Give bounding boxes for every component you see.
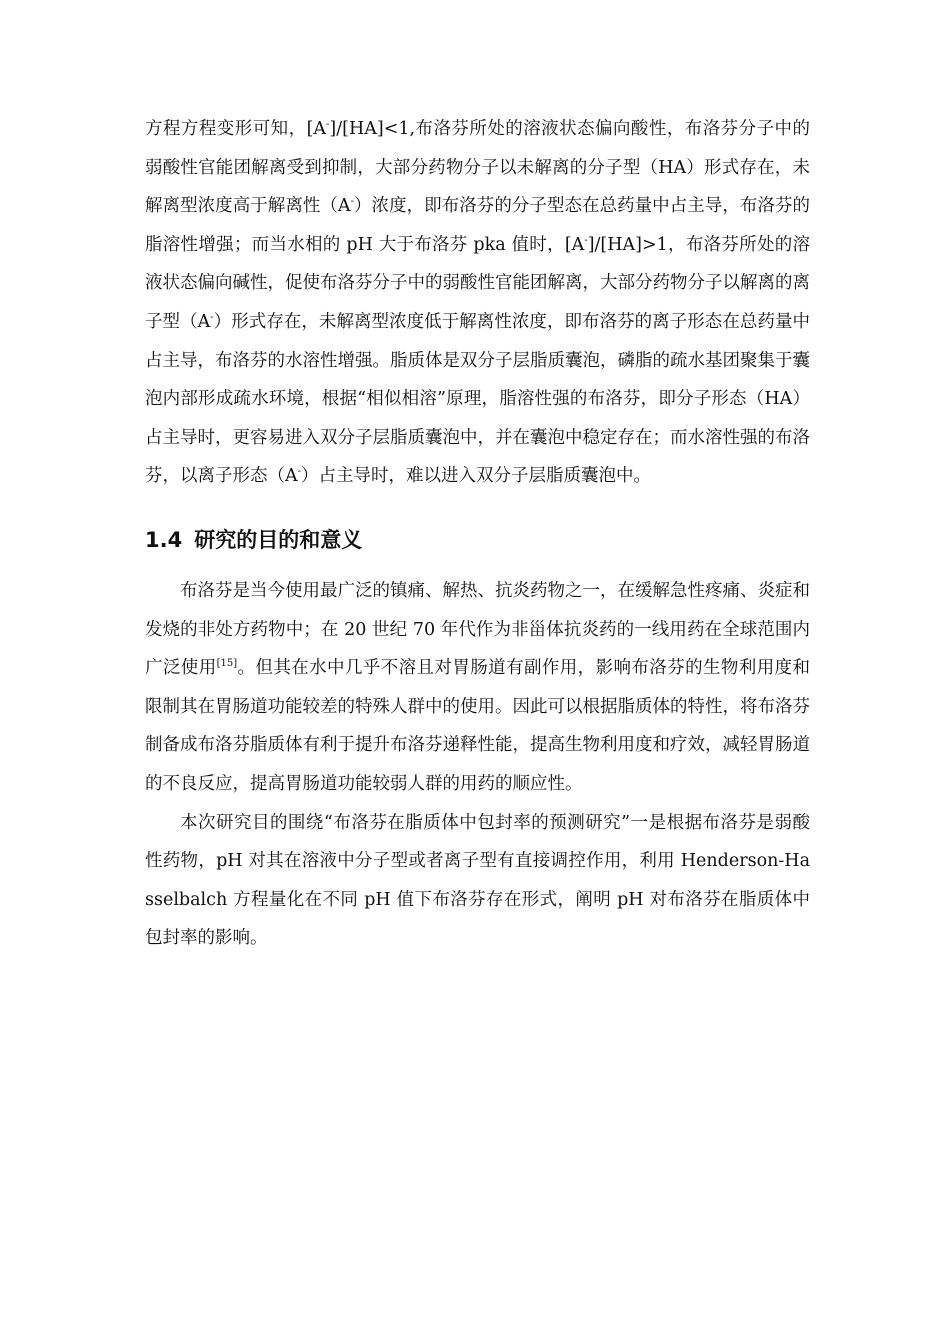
section-heading [145, 518, 810, 562]
section-number: 1.4 [145, 527, 183, 552]
text-run: ）形式存在，未解离型浓度低于解离性浓度，即布洛芬的离子形态在总药量中占主导，布洛芬的水溶性增强。脂质体是双分子层脂质囊泡，磷脂的疏水基团聚集于囊泡内部形成疏水环境，根据“相似相溶”原理，脂溶性强的布洛芬，即分子形态（HA）占主导时，更容易进入双分子层脂质囊泡中，并在囊泡中稳定存在；而水溶性强的布洛芬，以离子形态（A [145, 311, 811, 487]
text-run: 本次研究目的围绕“布洛芬在脂质体中包封率的预测研究”一是根据布洛芬是弱酸性药物，pH 对其在溶液中分子型或者离子型有直接调控作用，利用 Henderson-Hasselbalch 方程量化在不同 pH 值下布洛芬存在形式，阐明 pH 对布洛芬在脂质体中包封率的影响。 [145, 812, 810, 949]
superscript: - [350, 196, 354, 208]
text-run: ）占主导时，难以进入双分子层脂质囊泡中。 [301, 466, 652, 487]
superscript: - [297, 466, 302, 478]
text-run: 方程方程变形可知，[A [145, 119, 327, 139]
paragraph-ibuprofen-background [145, 572, 810, 804]
superscript: - [326, 119, 330, 131]
superscript: - [210, 312, 214, 324]
superscript: [15] [216, 658, 238, 670]
text-run: 。但其在水中几乎不溶且对胃肠道有副作用，影响布洛芬的生物利用度和限制其在胃肠道功能较差的特殊人群中的使用。因此可以根据脂质体的特性，将布洛芬制备成布洛芬脂质体有利于提升布洛芬递释性能，提高生物利用度和疗效，减轻胃肠道的不良反应，提高胃肠道功能较弱人群的用药的顺应性。 [145, 658, 810, 794]
page-content [145, 110, 810, 958]
paragraph-research-purpose [145, 804, 810, 958]
paragraph-ionization-explanation [145, 110, 810, 496]
text-run: ]/[HA]>1，布洛芬所处的溶液状态偏向碱性，促使布洛芬分子中的弱酸性官能团解离，大部分药物分子以解离的离子型（A [145, 234, 810, 332]
text-run: 布洛芬是当今使用最广泛的镇痛、解热、抗炎药物之一，在缓解急性疼痛、炎症和发烧的非处方药物中；在 20 世纪 70 年代作为非甾体抗炎药的一线用药在全球范围内广泛使用 [145, 580, 810, 679]
superscript: - [584, 234, 588, 246]
text-run: ）浓度，即布洛芬的分子型态在总药量中占主导，布洛芬的脂溶性增强；而当水相的 pH 大于布洛芬 pka 值时，[A [145, 196, 810, 255]
section-title: 研究的目的和意义 [194, 527, 363, 552]
text-run: ]/[HA]<1,布洛芬所处的溶液状态偏向酸性，布洛芬分子中的弱酸性官能团解离受到抑制，大部分药物分子以未解离的分子型（HA）形式存在，未解离型浓度高于解离性（A [145, 119, 810, 217]
